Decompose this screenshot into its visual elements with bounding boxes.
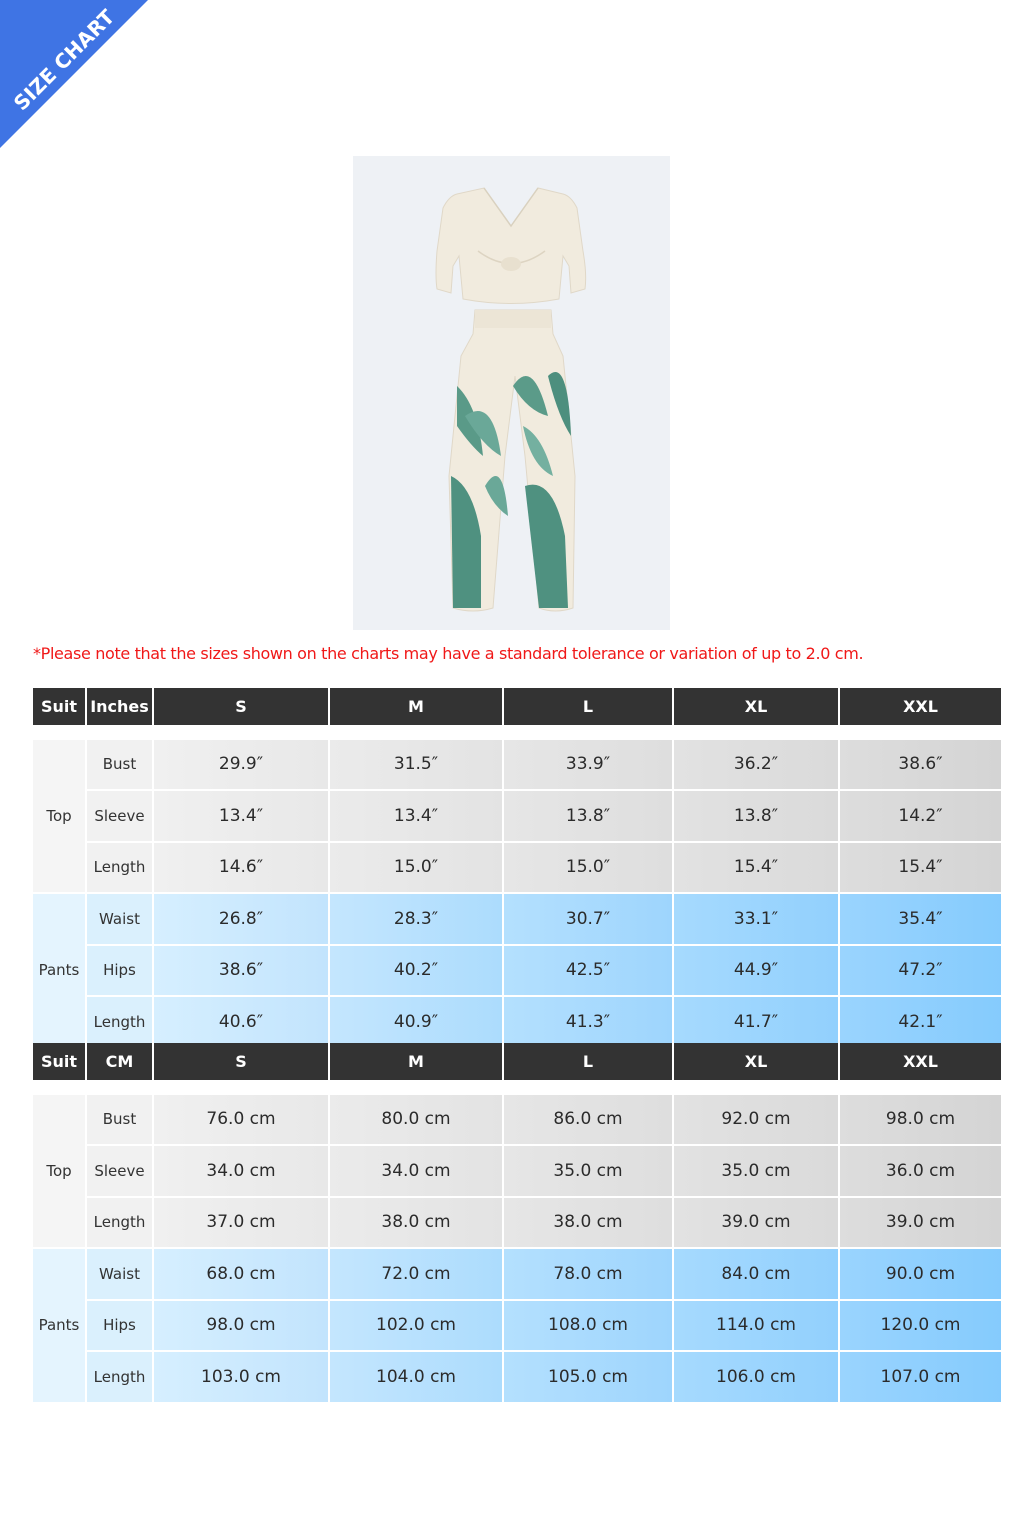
value-cell: 40.9″ (330, 997, 502, 1047)
value-cell: 13.8″ (504, 791, 672, 841)
value-cell: 35.0 cm (674, 1146, 838, 1196)
group-pants: Pants (33, 1249, 85, 1402)
value-cell: 15.4″ (840, 843, 1001, 893)
value-cell: 102.0 cm (330, 1301, 502, 1351)
value-cell: 36.2″ (674, 740, 838, 790)
group-top: Top (33, 1095, 85, 1248)
value-cell: 98.0 cm (840, 1095, 1001, 1145)
value-cell: 76.0 cm (154, 1095, 328, 1145)
group-pants: Pants (33, 894, 85, 1047)
header-size-m: M (330, 1043, 502, 1080)
measure-bust: Bust (87, 740, 152, 790)
value-cell: 35.4″ (840, 894, 1001, 944)
size-table-cm (33, 1043, 990, 1402)
value-cell: 68.0 cm (154, 1249, 328, 1299)
value-cell: 39.0 cm (840, 1198, 1001, 1248)
measure-sleeve: Sleeve (87, 791, 152, 841)
size-table-inches (33, 688, 990, 1047)
group-top: Top (33, 740, 85, 893)
value-cell: 108.0 cm (504, 1301, 672, 1351)
value-cell: 38.6″ (154, 946, 328, 996)
header-size-s: S (154, 688, 328, 725)
value-cell: 29.9″ (154, 740, 328, 790)
measure-hips: Hips (87, 1301, 152, 1351)
ribbon-label: SIZE CHART (8, 4, 120, 116)
value-cell: 38.6″ (840, 740, 1001, 790)
value-cell: 15.4″ (674, 843, 838, 893)
measure-length: Length (87, 997, 152, 1047)
ribbon-triangle (0, 0, 148, 148)
measure-length: Length (87, 1352, 152, 1402)
header-suit: Suit (33, 1043, 85, 1080)
value-cell: 38.0 cm (504, 1198, 672, 1248)
value-cell: 105.0 cm (504, 1352, 672, 1402)
header-unit: Inches (87, 688, 152, 725)
value-cell: 98.0 cm (154, 1301, 328, 1351)
value-cell: 72.0 cm (330, 1249, 502, 1299)
value-cell: 80.0 cm (330, 1095, 502, 1145)
value-cell: 47.2″ (840, 946, 1001, 996)
value-cell: 38.0 cm (330, 1198, 502, 1248)
value-cell: 35.0 cm (504, 1146, 672, 1196)
size-chart-ribbon (0, 0, 150, 150)
header-size-xxl: XXL (840, 688, 1001, 725)
value-cell: 36.0 cm (840, 1146, 1001, 1196)
measure-hips: Hips (87, 946, 152, 996)
header-size-l: L (504, 688, 672, 725)
outfit-illustration (353, 156, 670, 630)
value-cell: 15.0″ (504, 843, 672, 893)
value-cell: 42.5″ (504, 946, 672, 996)
value-cell: 90.0 cm (840, 1249, 1001, 1299)
measure-length: Length (87, 1198, 152, 1248)
value-cell: 114.0 cm (674, 1301, 838, 1351)
measure-length: Length (87, 843, 152, 893)
value-cell: 84.0 cm (674, 1249, 838, 1299)
value-cell: 78.0 cm (504, 1249, 672, 1299)
value-cell: 42.1″ (840, 997, 1001, 1047)
value-cell: 34.0 cm (330, 1146, 502, 1196)
value-cell: 86.0 cm (504, 1095, 672, 1145)
value-cell: 13.4″ (330, 791, 502, 841)
tolerance-note: *Please note that the sizes shown on the charts may have a standard tolerance or variation of up to 2.0 cm. (33, 644, 864, 663)
value-cell: 14.2″ (840, 791, 1001, 841)
measure-waist: Waist (87, 1249, 152, 1299)
value-cell: 33.1″ (674, 894, 838, 944)
header-suit: Suit (33, 688, 85, 725)
value-cell: 13.8″ (674, 791, 838, 841)
value-cell: 31.5″ (330, 740, 502, 790)
value-cell: 41.7″ (674, 997, 838, 1047)
header-size-xl: XL (674, 688, 838, 725)
value-cell: 92.0 cm (674, 1095, 838, 1145)
value-cell: 37.0 cm (154, 1198, 328, 1248)
value-cell: 26.8″ (154, 894, 328, 944)
header-size-m: M (330, 688, 502, 725)
value-cell: 107.0 cm (840, 1352, 1001, 1402)
value-cell: 39.0 cm (674, 1198, 838, 1248)
value-cell: 106.0 cm (674, 1352, 838, 1402)
value-cell: 120.0 cm (840, 1301, 1001, 1351)
value-cell: 34.0 cm (154, 1146, 328, 1196)
value-cell: 33.9″ (504, 740, 672, 790)
value-cell: 40.2″ (330, 946, 502, 996)
measure-sleeve: Sleeve (87, 1146, 152, 1196)
value-cell: 15.0″ (330, 843, 502, 893)
value-cell: 41.3″ (504, 997, 672, 1047)
value-cell: 30.7″ (504, 894, 672, 944)
value-cell: 103.0 cm (154, 1352, 328, 1402)
value-cell: 14.6″ (154, 843, 328, 893)
header-size-l: L (504, 1043, 672, 1080)
value-cell: 13.4″ (154, 791, 328, 841)
measure-bust: Bust (87, 1095, 152, 1145)
header-size-xl: XL (674, 1043, 838, 1080)
header-size-xxl: XXL (840, 1043, 1001, 1080)
value-cell: 40.6″ (154, 997, 328, 1047)
value-cell: 104.0 cm (330, 1352, 502, 1402)
measure-waist: Waist (87, 894, 152, 944)
product-image (353, 156, 670, 630)
value-cell: 44.9″ (674, 946, 838, 996)
value-cell: 28.3″ (330, 894, 502, 944)
header-size-s: S (154, 1043, 328, 1080)
header-unit: CM (87, 1043, 152, 1080)
